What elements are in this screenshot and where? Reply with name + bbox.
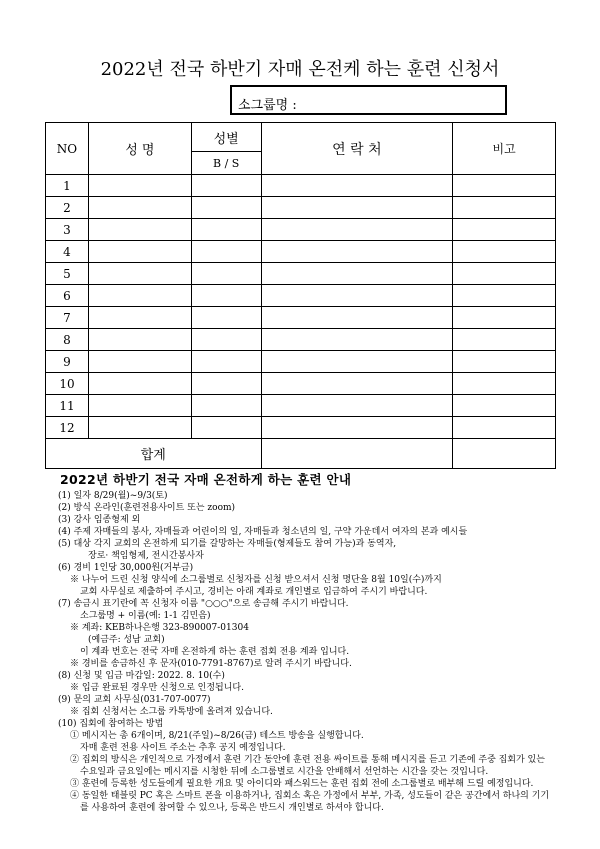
note-cell[interactable]	[453, 197, 556, 219]
row-number: 2	[46, 197, 89, 219]
guide-line: (6) 경비 1인당 30,000원(거부금)	[58, 563, 194, 573]
guide-line: ※ 집회 신청서는 소그룹 카톡방에 올려져 있습니다.	[70, 707, 273, 717]
gender-cell[interactable]	[191, 219, 261, 241]
gender-cell[interactable]	[191, 241, 261, 263]
guide-line: (3) 강사 임종형제 외	[58, 515, 141, 525]
table-row	[46, 197, 556, 219]
gender-cell[interactable]	[191, 285, 261, 307]
note-cell[interactable]	[453, 395, 556, 417]
guide-line: 소그룹명 + 이름(예: 1-1 김민음)	[80, 611, 211, 621]
table-row	[46, 219, 556, 241]
guide-line: (5) 대상 각지 교회의 온전하게 되기를 갈망하는 자매들(형제들도 참여 가능)과 동역자,	[58, 539, 397, 549]
guide-line: 교회 사무실로 제출하여 주시고, 경비는 아래 계좌로 개인별로 입금하여 주시기 바랍니다.	[80, 587, 428, 597]
name-cell[interactable]	[88, 285, 191, 307]
table-row	[46, 285, 556, 307]
contact-cell[interactable]	[261, 241, 453, 263]
table-row	[46, 395, 556, 417]
table-row	[46, 307, 556, 329]
guide-line: ※ 나누어 드린 신청 양식에 소그룹별로 신청자를 신청 받으셔서 신청 명단을 8월 10일(수)까지	[70, 575, 442, 585]
guide-line: (4) 주제 자매들의 봉사, 자매들과 어린이의 일, 자매들과 청소년의 일, 구약 가운데서 여자의 본과 예시들	[58, 527, 468, 537]
guide-line: 를 사용하여 훈련에 참여할 수 있으나, 등록은 반드시 개인별로 하셔야 합니다.	[80, 803, 384, 813]
note-cell[interactable]	[453, 329, 556, 351]
guide-line: ※ 경비를 송금하신 후 문자(010-7791-8767)로 알려 주시기 바랍니다.	[70, 659, 352, 669]
gender-cell[interactable]	[191, 197, 261, 219]
guide-line: (2) 방식 온라인(훈련전용사이트 또는 zoom)	[58, 503, 236, 513]
guide-line: 장로· 책임형제, 전시간봉사자	[88, 551, 204, 561]
contact-cell[interactable]	[261, 395, 453, 417]
guide-title: 2022년 하반기 전국 자매 온전하게 하는 훈련 안내	[60, 472, 352, 487]
row-number: 10	[46, 373, 89, 395]
guide-line: (8) 신청 및 입금 마감일: 2022. 8. 10(수)	[58, 671, 225, 681]
total-label: 합계	[46, 439, 262, 469]
row-number: 4	[46, 241, 89, 263]
guide-line: (1) 일자 8/29(월)~9/3(토)	[58, 491, 168, 501]
guide-line: ② 집회의 방식은 개인적으로 가정에서 훈련 기간 동안에 훈련 전용 싸이트를 통해 메시지를 듣고 기존에 주중 집회가 있는	[70, 755, 545, 765]
header-no: NO	[46, 123, 89, 175]
contact-cell[interactable]	[261, 351, 453, 373]
row-number: 9	[46, 351, 89, 373]
contact-cell[interactable]	[261, 373, 453, 395]
guide-line: 자매 훈련 전용 사이트 주소는 추후 공지 예정입니다.	[80, 743, 286, 753]
guide-line: ※ 계좌: KEB하나은행 323-890007-01304	[70, 623, 249, 633]
table-row	[46, 241, 556, 263]
gender-cell[interactable]	[191, 175, 261, 197]
gender-cell[interactable]	[191, 263, 261, 285]
note-cell[interactable]	[453, 241, 556, 263]
note-cell[interactable]	[453, 417, 556, 439]
row-number: 5	[46, 263, 89, 285]
contact-cell[interactable]	[261, 285, 453, 307]
header-name: 성 명	[88, 123, 191, 175]
note-cell[interactable]	[453, 373, 556, 395]
table-row	[46, 175, 556, 197]
total-note-cell[interactable]	[453, 439, 556, 469]
name-cell[interactable]	[88, 175, 191, 197]
guide-line: 수요일과 금요일에는 메시지를 시청한 뒤에 소그룹별로 시간을 안배해서 선언하는 시간을 갖는 것입니다.	[80, 767, 489, 777]
table-row	[46, 417, 556, 439]
gender-cell[interactable]	[191, 307, 261, 329]
name-cell[interactable]	[88, 307, 191, 329]
guide-line: 이 계좌 번호는 전국 자매 온전하게 하는 훈련 접회 전용 계좌 입니다.	[80, 647, 350, 657]
row-number: 8	[46, 329, 89, 351]
name-cell[interactable]	[88, 417, 191, 439]
gender-cell[interactable]	[191, 417, 261, 439]
name-cell[interactable]	[88, 373, 191, 395]
name-cell[interactable]	[88, 241, 191, 263]
guide-line: ※ 입금 완료된 경우만 신청으로 인정됩니다.	[70, 683, 244, 693]
name-cell[interactable]	[88, 351, 191, 373]
contact-cell[interactable]	[261, 307, 453, 329]
table-body	[46, 175, 556, 439]
name-cell[interactable]	[88, 263, 191, 285]
guide-line: (예금주: 성남 교회)	[88, 635, 165, 645]
guide-line: (9) 문의 교회 사무실(031-707-0077)	[58, 695, 211, 705]
contact-cell[interactable]	[261, 219, 453, 241]
registration-table	[45, 122, 556, 469]
contact-cell[interactable]	[261, 417, 453, 439]
gender-cell[interactable]	[191, 329, 261, 351]
name-cell[interactable]	[88, 329, 191, 351]
header-contact: 연 락 처	[261, 123, 453, 175]
guide-line: ④ 동일한 태블릿 PC 혹은 스마트 폰을 이용하거나, 집회소 혹은 가정에서 부부, 가족, 성도들이 같은 공간에서 하나의 기기	[70, 791, 550, 801]
header-note: 비고	[453, 123, 556, 175]
guide-list	[58, 490, 558, 814]
name-cell[interactable]	[88, 197, 191, 219]
gender-cell[interactable]	[191, 373, 261, 395]
total-contact-cell[interactable]	[261, 439, 453, 469]
group-name-field[interactable]	[230, 85, 507, 115]
guide-line: (7) 송금시 표기란에 꼭 신청자 이름 "○○○"으로 송금해 주시기 바랍니다.	[58, 599, 349, 609]
contact-cell[interactable]	[261, 175, 453, 197]
name-cell[interactable]	[88, 219, 191, 241]
page-title: 2022년 전국 하반기 자매 온전케 하는 훈련 신청서	[100, 59, 500, 80]
note-cell[interactable]	[453, 307, 556, 329]
header-gender-sub: B / S	[191, 152, 261, 175]
row-number: 11	[46, 395, 89, 417]
note-cell[interactable]	[453, 285, 556, 307]
note-cell[interactable]	[453, 219, 556, 241]
note-cell[interactable]	[453, 351, 556, 373]
name-cell[interactable]	[88, 395, 191, 417]
table-row	[46, 373, 556, 395]
table-row	[46, 351, 556, 373]
table-row	[46, 263, 556, 285]
note-cell[interactable]	[453, 263, 556, 285]
note-cell[interactable]	[453, 175, 556, 197]
contact-cell[interactable]	[261, 263, 453, 285]
group-name-label: 소그룹명 :	[238, 98, 297, 113]
contact-cell[interactable]	[261, 197, 453, 219]
row-number: 6	[46, 285, 89, 307]
contact-cell[interactable]	[261, 329, 453, 351]
header-gender: 성별	[191, 123, 261, 152]
guide-line: ③ 훈련에 등록한 성도들에게 필요한 개요 및 아이디와 패스워드는 훈련 집회 전에 소그룹별로 배부해 드릴 예정입니다.	[70, 779, 534, 789]
gender-cell[interactable]	[191, 395, 261, 417]
row-number: 12	[46, 417, 89, 439]
row-number: 1	[46, 175, 89, 197]
row-number: 7	[46, 307, 89, 329]
table-row	[46, 329, 556, 351]
gender-cell[interactable]	[191, 351, 261, 373]
row-number: 3	[46, 219, 89, 241]
guide-line: ① 메시지는 총 6개이며, 8/21(주일)~8/26(금) 테스트 방송을 실행합니다.	[70, 731, 364, 741]
guide-line: (10) 집회에 참여하는 방법	[58, 719, 164, 729]
